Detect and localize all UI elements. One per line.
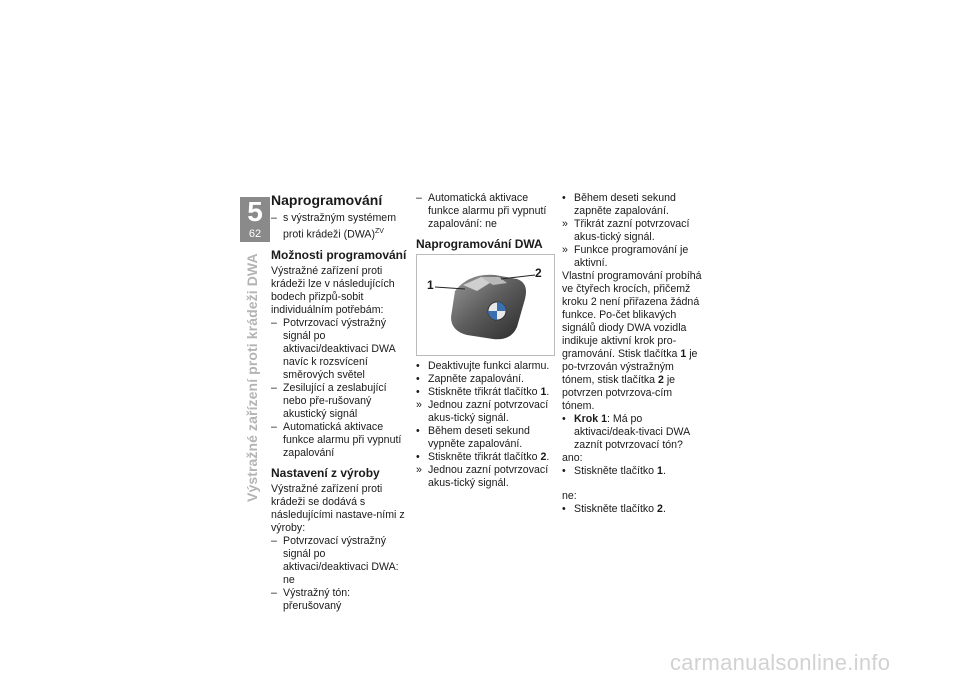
answer-ano-label: ano: [562, 452, 583, 464]
key-fob-figure [416, 254, 555, 356]
dash-item: – s výstražným systémem proti krádeži (DWA)$^{ZV}$ [271, 212, 397, 241]
bmw-key-fob-icon [417, 255, 554, 355]
step-item: • Deaktivujte funkci alarmu. [416, 360, 550, 372]
step-item: • Během deseti sekund zapněte zapalování. [562, 192, 676, 217]
subheading-nastaveni: Nastavení z výroby [271, 465, 380, 480]
dash-item: – Výstražný tón: přerušovaný [271, 586, 351, 612]
paragraph: Výstražné zařízení proti krádeži lze v následujících bodech přizpů-sobit individuálním potřebám: [271, 264, 395, 316]
step-item: » Třikrát zazní potvrzovací akus-tický signál. [562, 218, 690, 243]
column-2 [416, 192, 556, 490]
step-item: • Zapněte zapalování. [416, 373, 525, 385]
step-item: » Jednou zazní potvrzovací akus-tický signál. [416, 464, 549, 489]
dash-item: – Zesilující a zeslabující nebo pře-rušovaný akustický signál [271, 381, 387, 420]
side-chapter-title: Výstražné zařízení proti krádeži DWA [244, 253, 260, 502]
dash-item: – Automatická aktivace funkce alarmu při vypnutí zapalování [271, 420, 402, 459]
dash-item: – Automatická aktivace funkce alarmu při vypnutí zapalování: ne [416, 192, 547, 230]
heading-naprogramovani-dwa: Naprogramování DWA [416, 237, 543, 251]
step-item: • Stiskněte tlačítko 2. [562, 503, 666, 515]
step-list [416, 360, 556, 490]
column-1 [271, 192, 409, 613]
step-item: • Stiskněte třikrát tlačítko 2. [416, 451, 550, 463]
page-number: 62 [248, 228, 262, 240]
callout-2: 2 [535, 266, 542, 280]
step-item: • Stiskněte tlačítko 1. [562, 465, 666, 477]
watermark: carmanualsonline.info [670, 650, 891, 675]
paragraph: Vlastní programování probíhá ve čtyřech krocích, přičemž kroku 2 není přiřazena žádná funkce. Po-čet blikavých signálů diody DWA vozidla indikuje aktivní krok pro-gramování. Stisk tlačítka 1 je po-tvrzován výstražným tónem, stisk tlačítka 2 je potvrzen potvrzova-cím tónem. [562, 270, 702, 412]
step-item: • Během deseti sekund vypněte zapalování. [416, 425, 530, 450]
step-item: • Krok 1: Má po aktivaci/deak-tivaci DWA zaznít potvrzovací tón? [562, 413, 690, 451]
step-item: » Jednou zazní potvrzovací akus-tický signál. [416, 399, 549, 424]
step-item: • Stiskněte třikrát tlačítko 1. [416, 386, 550, 398]
heading-naprogramovani: Naprogramování [271, 192, 383, 208]
step-item: » Funkce programování je aktivní. [562, 244, 689, 269]
paragraph: Výstražné zařízení proti krádeži se dodává s následujícími nastave-ními z výroby: [271, 482, 405, 534]
step-list [562, 192, 702, 270]
column-3 [562, 192, 702, 516]
subheading-moznosti: Možnosti programování [271, 247, 407, 262]
dash-item: – Potvrzovací výstražný signál po aktivaci/deaktivaci DWA: ne [271, 534, 399, 586]
callout-1: 1 [427, 278, 434, 292]
answer-ne-label: ne: [562, 490, 577, 502]
dash-item: – Potvrzovací výstražný signál po aktivaci/deaktivaci DWA navíc k rozsvícení směrových světel [271, 316, 396, 381]
chapter-number: 5 [247, 196, 263, 227]
